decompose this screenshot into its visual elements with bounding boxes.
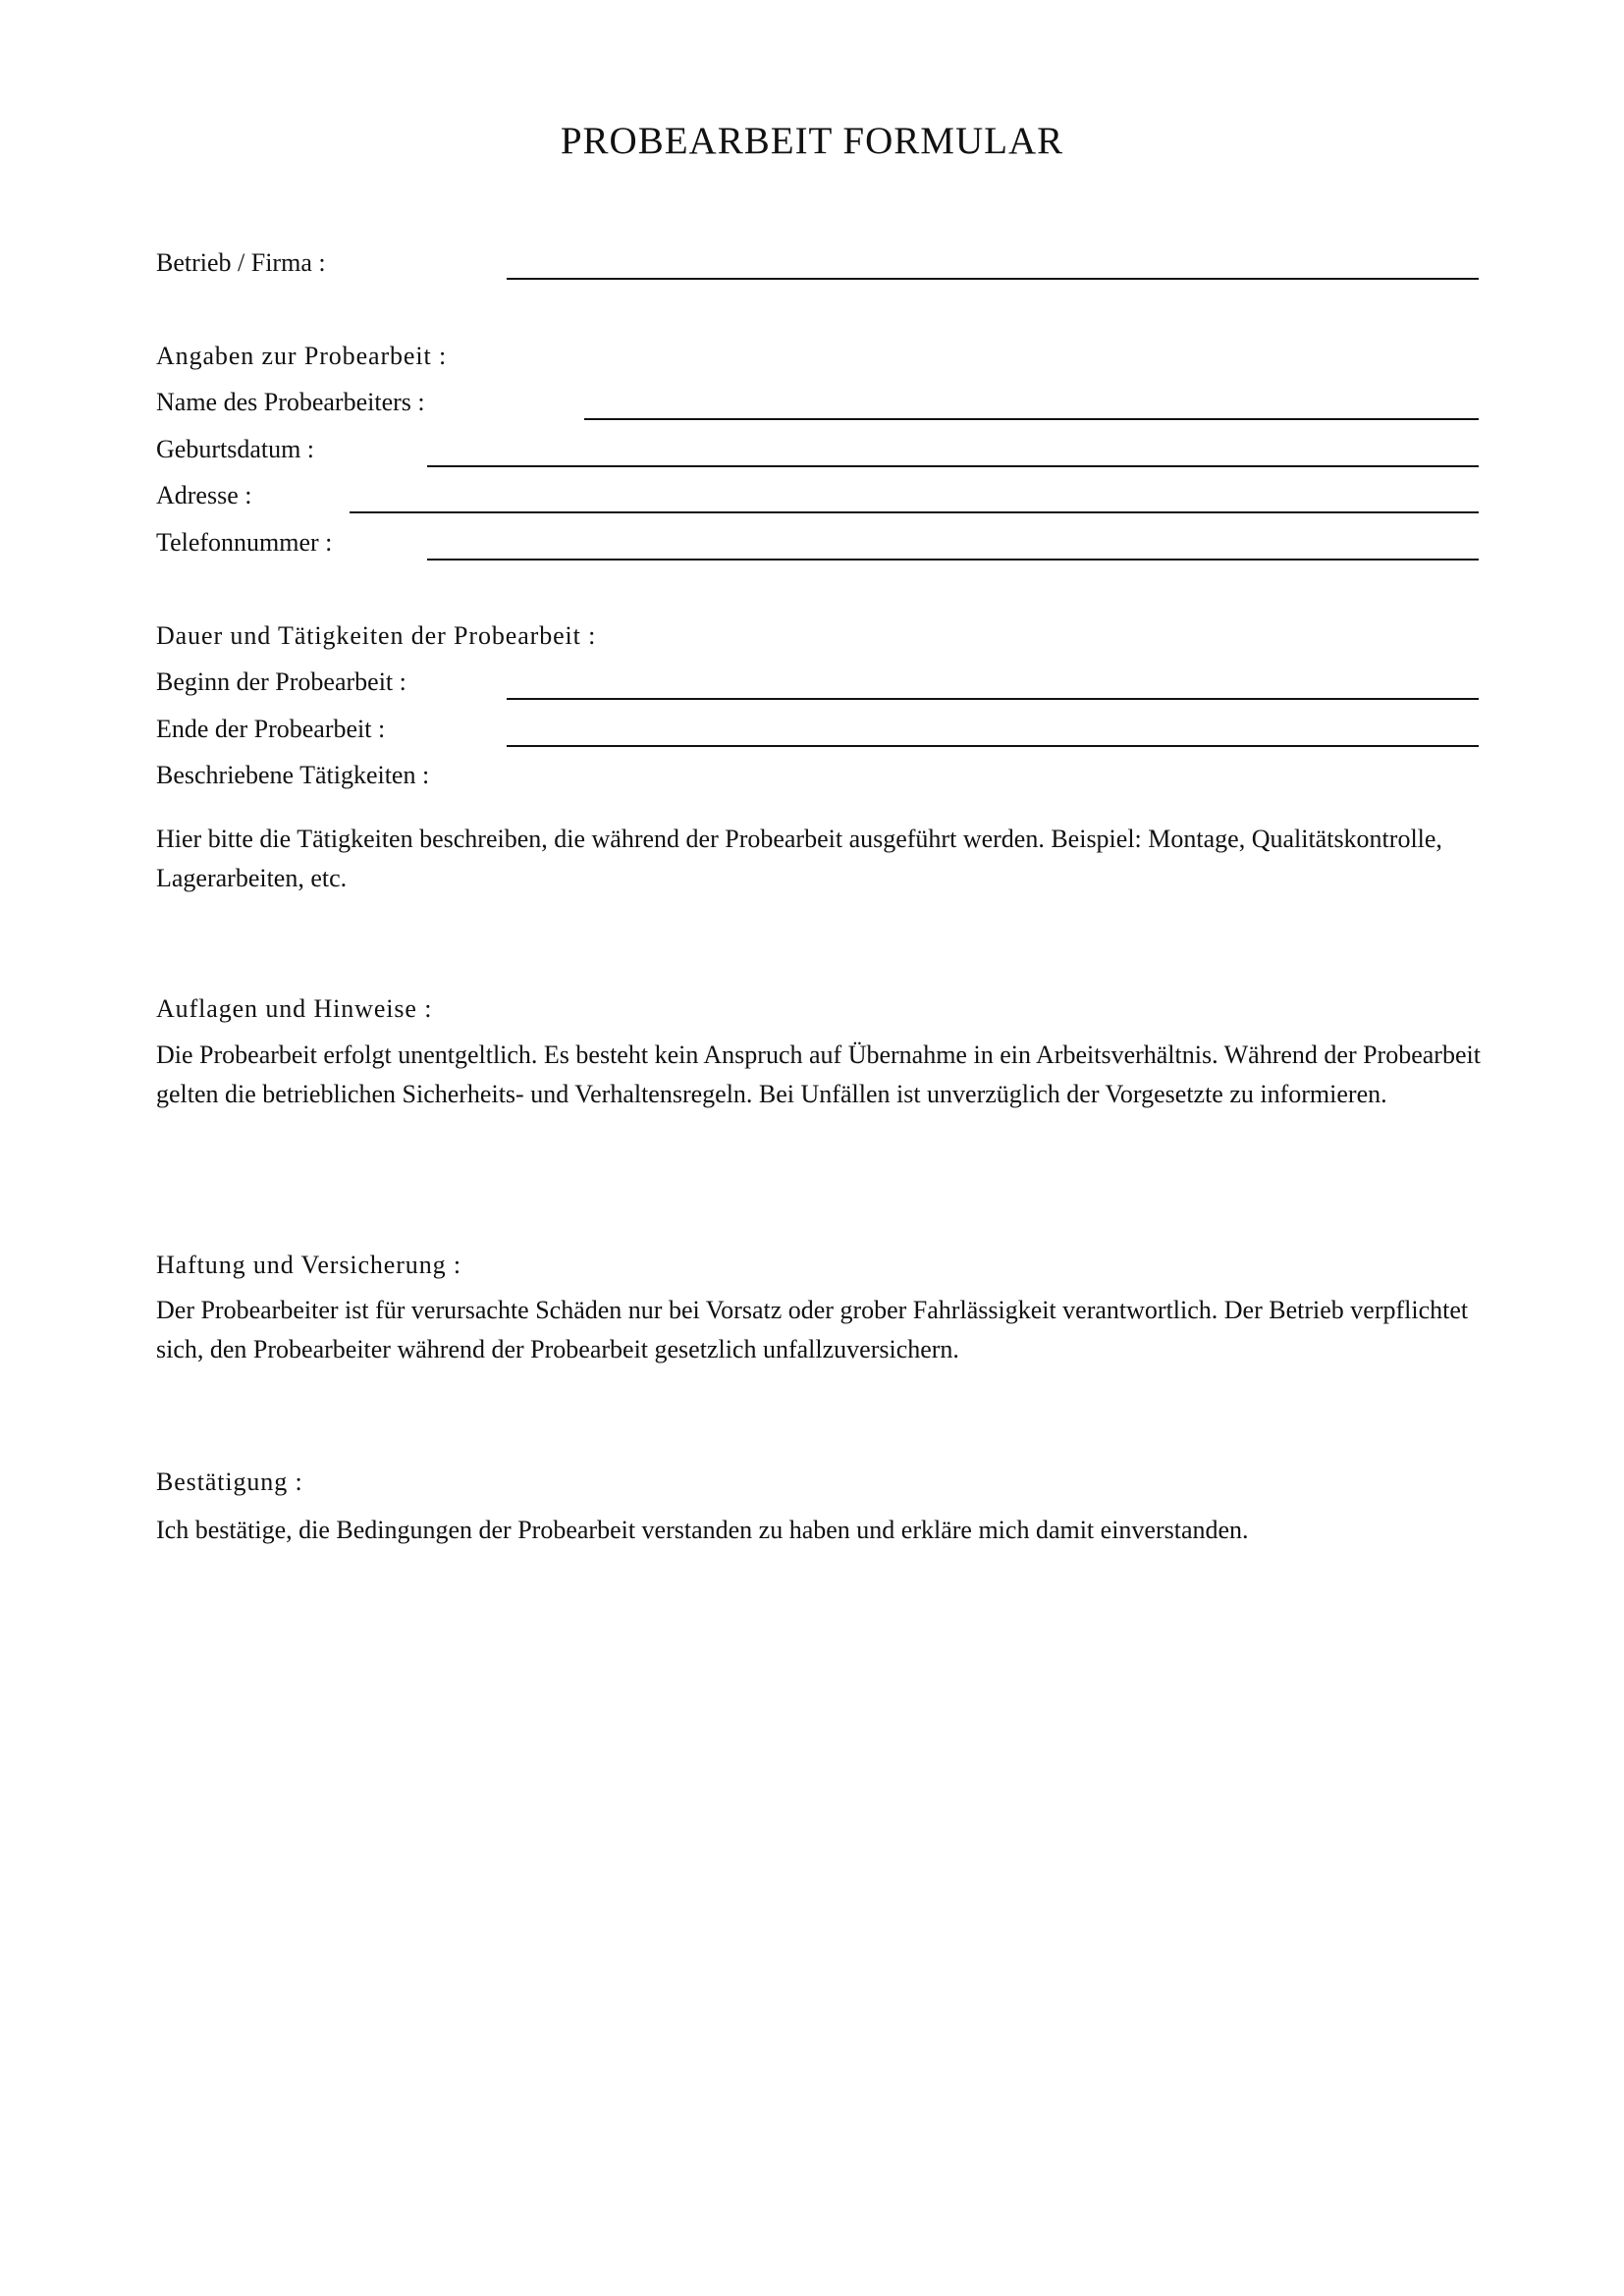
name-field-line[interactable] xyxy=(584,418,1479,420)
confirmation-heading: Bestätigung : xyxy=(156,1468,303,1496)
phone-field-line[interactable] xyxy=(427,559,1479,561)
address-field-line[interactable] xyxy=(350,511,1479,513)
conditions-text: Die Probearbeit erfolgt unentgeltlich. Es besteht kein Anspruch auf Übernahme in ein Arbeitsverhältnis. Während der Probearbeit gelten die betrieblichen Sicherheits- und Verhaltensregeln. Bei Unfällen ist unverzüglich der Vorgesetzte zu informieren. xyxy=(156,1041,1481,1108)
birthdate-label: Geburtsdatum : xyxy=(156,435,315,463)
confirmation-text: Ich bestätige, die Bedingungen der Probearbeit verstanden zu haben und erkläre mich damit einverstanden. xyxy=(156,1516,1249,1544)
liability-heading: Haftung und Versicherung : xyxy=(156,1251,462,1279)
activities-label: Beschriebene Tätigkeiten : xyxy=(156,761,430,789)
activities-text: Hier bitte die Tätigkeiten beschreiben, die während der Probearbeit ausgeführt werden. Beispiel: Montage, Qualitätskontrolle, Lagerarbeiten, etc. xyxy=(156,825,1442,892)
company-label: Betrieb / Firma : xyxy=(156,248,326,277)
end-label: Ende der Probearbeit : xyxy=(156,715,386,743)
trial-info-heading: Angaben zur Probearbeit : xyxy=(156,342,448,370)
conditions-heading: Auflagen und Hinweise : xyxy=(156,994,433,1023)
end-field-line[interactable] xyxy=(507,745,1479,747)
address-label: Adresse : xyxy=(156,481,252,509)
start-field-line[interactable] xyxy=(507,698,1479,700)
start-label: Beginn der Probearbeit : xyxy=(156,667,406,696)
liability-text: Der Probearbeiter ist für verursachte Schäden nur bei Vorsatz oder grober Fahrlässigkeit verantwortlich. Der Betrieb verpflichtet sich, den Probearbeiter während der Probearbeit gesetzlich unfallzuversichern. xyxy=(156,1296,1469,1363)
name-label: Name des Probearbeiters : xyxy=(156,388,425,416)
phone-label: Telefonnummer : xyxy=(156,528,333,557)
birthdate-field-line[interactable] xyxy=(427,465,1479,467)
duration-heading: Dauer und Tätigkeiten der Probearbeit : xyxy=(156,621,597,650)
company-field-line[interactable] xyxy=(507,278,1479,280)
page-title: PROBEARBEIT FORMULAR xyxy=(560,120,1064,162)
